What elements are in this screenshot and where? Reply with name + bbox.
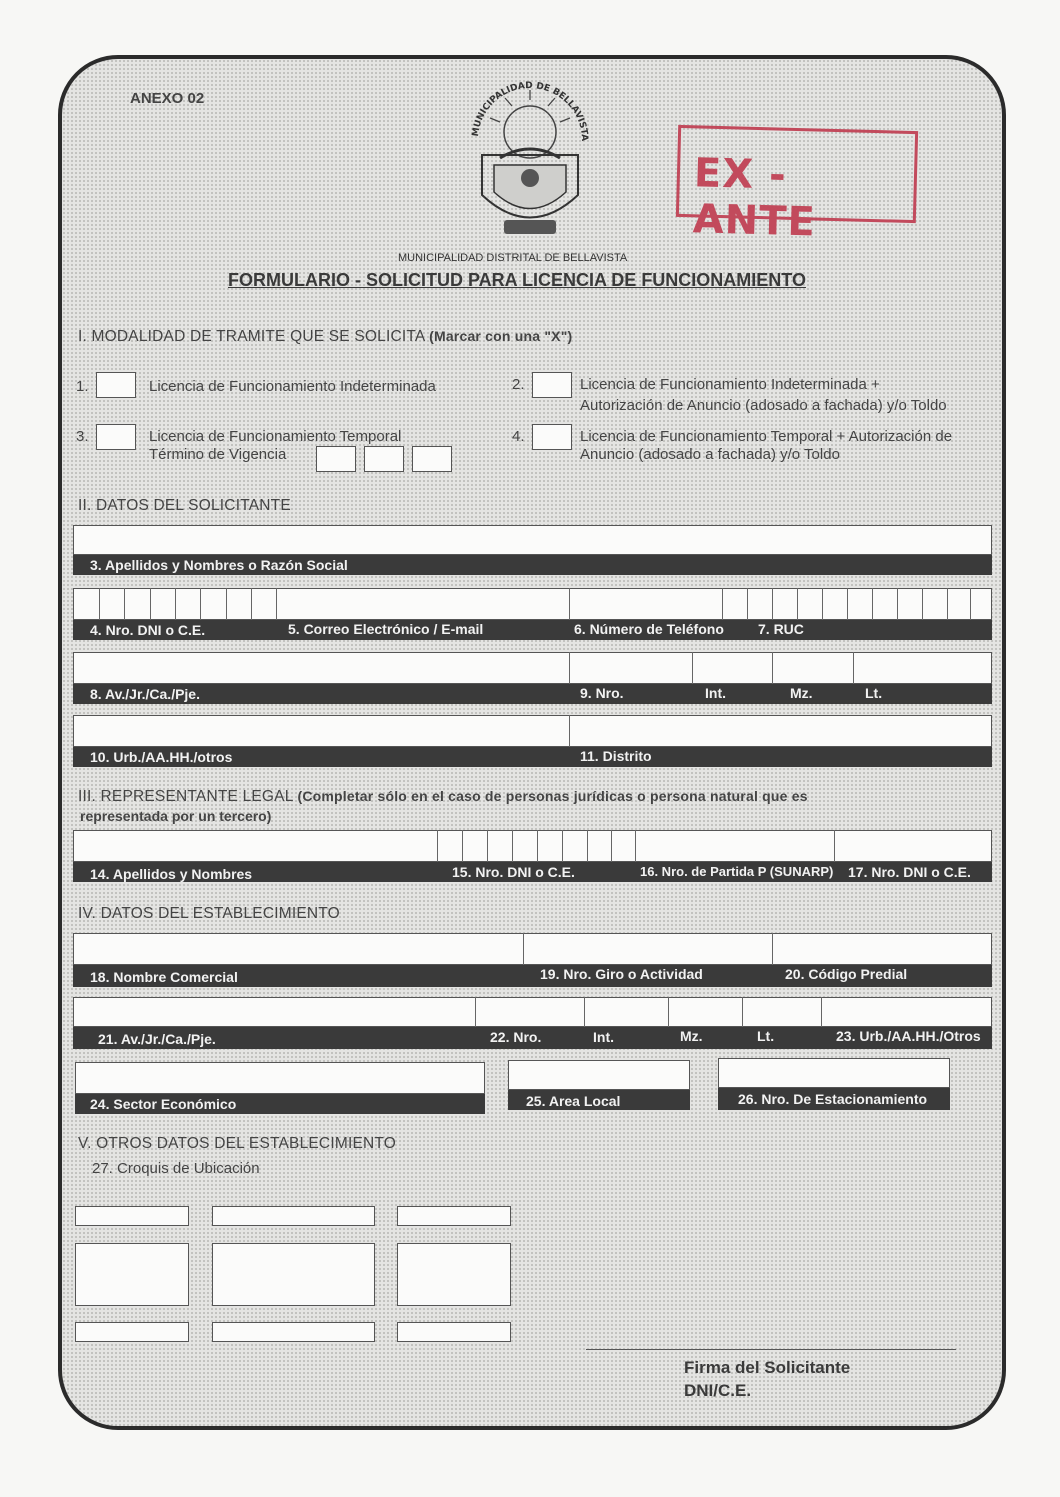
field-20-label: 20. Código Predial — [785, 966, 908, 982]
address-field[interactable] — [73, 652, 992, 684]
field-27-label: 27. Croquis de Ubicación — [92, 1160, 260, 1177]
municipal-seal — [460, 70, 600, 245]
legal-representative-field[interactable] — [73, 830, 992, 862]
sketch-cell[interactable] — [212, 1206, 375, 1226]
field-9-label: 9. Nro. — [580, 685, 624, 701]
field-24-label: 24. Sector Económico — [90, 1096, 237, 1112]
option-4-number: 4. — [512, 428, 525, 445]
urbanization-district-field[interactable] — [73, 715, 992, 747]
field-22-label: 22. Nro. — [490, 1029, 542, 1045]
field-5-label: 5. Correo Electrónico / E-mail — [288, 621, 484, 637]
option-2-number: 2. — [512, 376, 525, 393]
option-4-checkbox[interactable] — [532, 424, 572, 450]
sketch-cell[interactable] — [397, 1243, 511, 1306]
field-16-label: 16. Nro. de Partida P (SUNARP) — [640, 864, 834, 879]
option-3-label-line2: Término de Vigencia — [149, 446, 287, 463]
option-4-label-line2: Anuncio (adosado a fachada) y/o Toldo — [580, 446, 840, 463]
option-3-number: 3. — [76, 428, 89, 445]
sketch-cell[interactable] — [75, 1243, 189, 1306]
row-4-7-field[interactable] — [73, 588, 992, 620]
sketch-cell[interactable] — [75, 1206, 189, 1226]
field-15-label: 15. Nro. DNI o C.E. — [452, 864, 575, 880]
vigencia-box-3[interactable] — [412, 446, 452, 472]
sketch-cell[interactable] — [75, 1322, 189, 1342]
section-3-hint-line2: representada por un tercero) — [80, 808, 272, 824]
establishment-name-field[interactable] — [73, 933, 992, 965]
lt-label-2: Lt. — [757, 1028, 775, 1044]
field-4-label: 4. Nro. DNI o C.E. — [90, 622, 206, 638]
field-26-label: 26. Nro. De Estacionamiento — [738, 1091, 928, 1107]
option-1-label: Licencia de Funcionamiento Indeterminada — [149, 378, 436, 395]
option-2-label: Licencia de Funcionamiento Indeterminada + — [580, 376, 880, 393]
section-1-title: I. MODALIDAD DE TRAMITE QUE SE SOLICITA (Marcar con una "X") — [78, 328, 573, 345]
field-17-label: 17. Nro. DNI o C.E. — [848, 864, 971, 880]
field-3-label: 3. Apellidos y Nombres o Razón Social — [90, 557, 348, 573]
vigencia-box-1[interactable] — [316, 446, 356, 472]
int-label: Int. — [705, 685, 726, 701]
establishment-address-field[interactable] — [73, 997, 992, 1027]
lt-label: Lt. — [865, 685, 883, 701]
signature-label: Firma del Solicitante — [684, 1358, 851, 1377]
municipality-name: MUNICIPALIDAD DISTRITAL DE BELLAVISTA — [398, 252, 628, 264]
annex-label: ANEXO 02 — [130, 90, 205, 107]
section-5-title: V. OTROS DATOS DEL ESTABLECIMIENTO — [78, 1135, 397, 1152]
field-11-label: 11. Distrito — [580, 748, 652, 764]
area-local-field[interactable] — [508, 1060, 690, 1090]
section-3-title: III. REPRESENTANTE LEGAL (Completar sólo en el caso de personas jurídicas o persona natural que es — [78, 788, 808, 805]
option-3-label: Licencia de Funcionamiento Temporal — [149, 428, 402, 445]
field-8-label: 8. Av./Jr./Ca./Pje. — [90, 686, 200, 702]
vigencia-box-2[interactable] — [364, 446, 404, 472]
mz-label: Mz. — [790, 685, 813, 701]
form-title: FORMULARIO - SOLICITUD PARA LICENCIA DE FUNCIONAMIENTO — [228, 270, 806, 290]
economic-sector-field[interactable] — [75, 1062, 485, 1094]
int-label-2: Int. — [593, 1029, 614, 1045]
label-bar — [73, 684, 992, 704]
signature-id-label: DNI/C.E. — [684, 1381, 752, 1400]
label-bar — [73, 620, 992, 640]
field-7-label: 7. RUC — [758, 621, 804, 637]
field-14-label: 14. Apellidos y Nombres — [90, 866, 253, 882]
field-18-label: 18. Nombre Comercial — [90, 969, 238, 985]
mz-label-2: Mz. — [680, 1028, 703, 1044]
sketch-cell[interactable] — [397, 1206, 511, 1226]
svg-text:MUNICIPALIDAD DE BELLAVISTA: MUNICIPALIDAD DE BELLAVISTA — [470, 80, 590, 142]
signature-line — [586, 1349, 956, 1350]
section-4-title: IV. DATOS DEL ESTABLECIMIENTO — [78, 905, 340, 922]
sketch-cell-center[interactable] — [212, 1243, 375, 1306]
option-3-checkbox[interactable] — [96, 424, 136, 450]
option-2-checkbox[interactable] — [532, 372, 572, 398]
option-4-label: Licencia de Funcionamiento Temporal + Autorización de — [580, 428, 953, 445]
section-2-title: II. DATOS DEL SOLICITANTE — [78, 497, 291, 514]
ex-ante-stamp: EX - ANTE — [676, 125, 918, 223]
field-10-label: 10. Urb./AA.HH./otros — [90, 749, 233, 765]
field-19-label: 19. Nro. Giro o Actividad — [540, 966, 703, 982]
parking-number-field[interactable] — [718, 1058, 950, 1088]
sketch-cell[interactable] — [212, 1322, 375, 1342]
option-2-label-line2: Autorización de Anuncio (adosado a fachada) y/o Toldo — [580, 397, 947, 414]
applicant-name-field[interactable] — [73, 525, 992, 555]
field-6-label: 6. Número de Teléfono — [574, 621, 724, 637]
option-1-number: 1. — [76, 378, 89, 395]
sketch-cell[interactable] — [397, 1322, 511, 1342]
field-25-label: 25. Area Local — [526, 1093, 621, 1109]
field-23-label: 23. Urb./AA.HH./Otros — [836, 1028, 981, 1044]
field-21-label: 21. Av./Jr./Ca./Pje. — [98, 1031, 216, 1047]
option-1-checkbox[interactable] — [96, 372, 136, 398]
